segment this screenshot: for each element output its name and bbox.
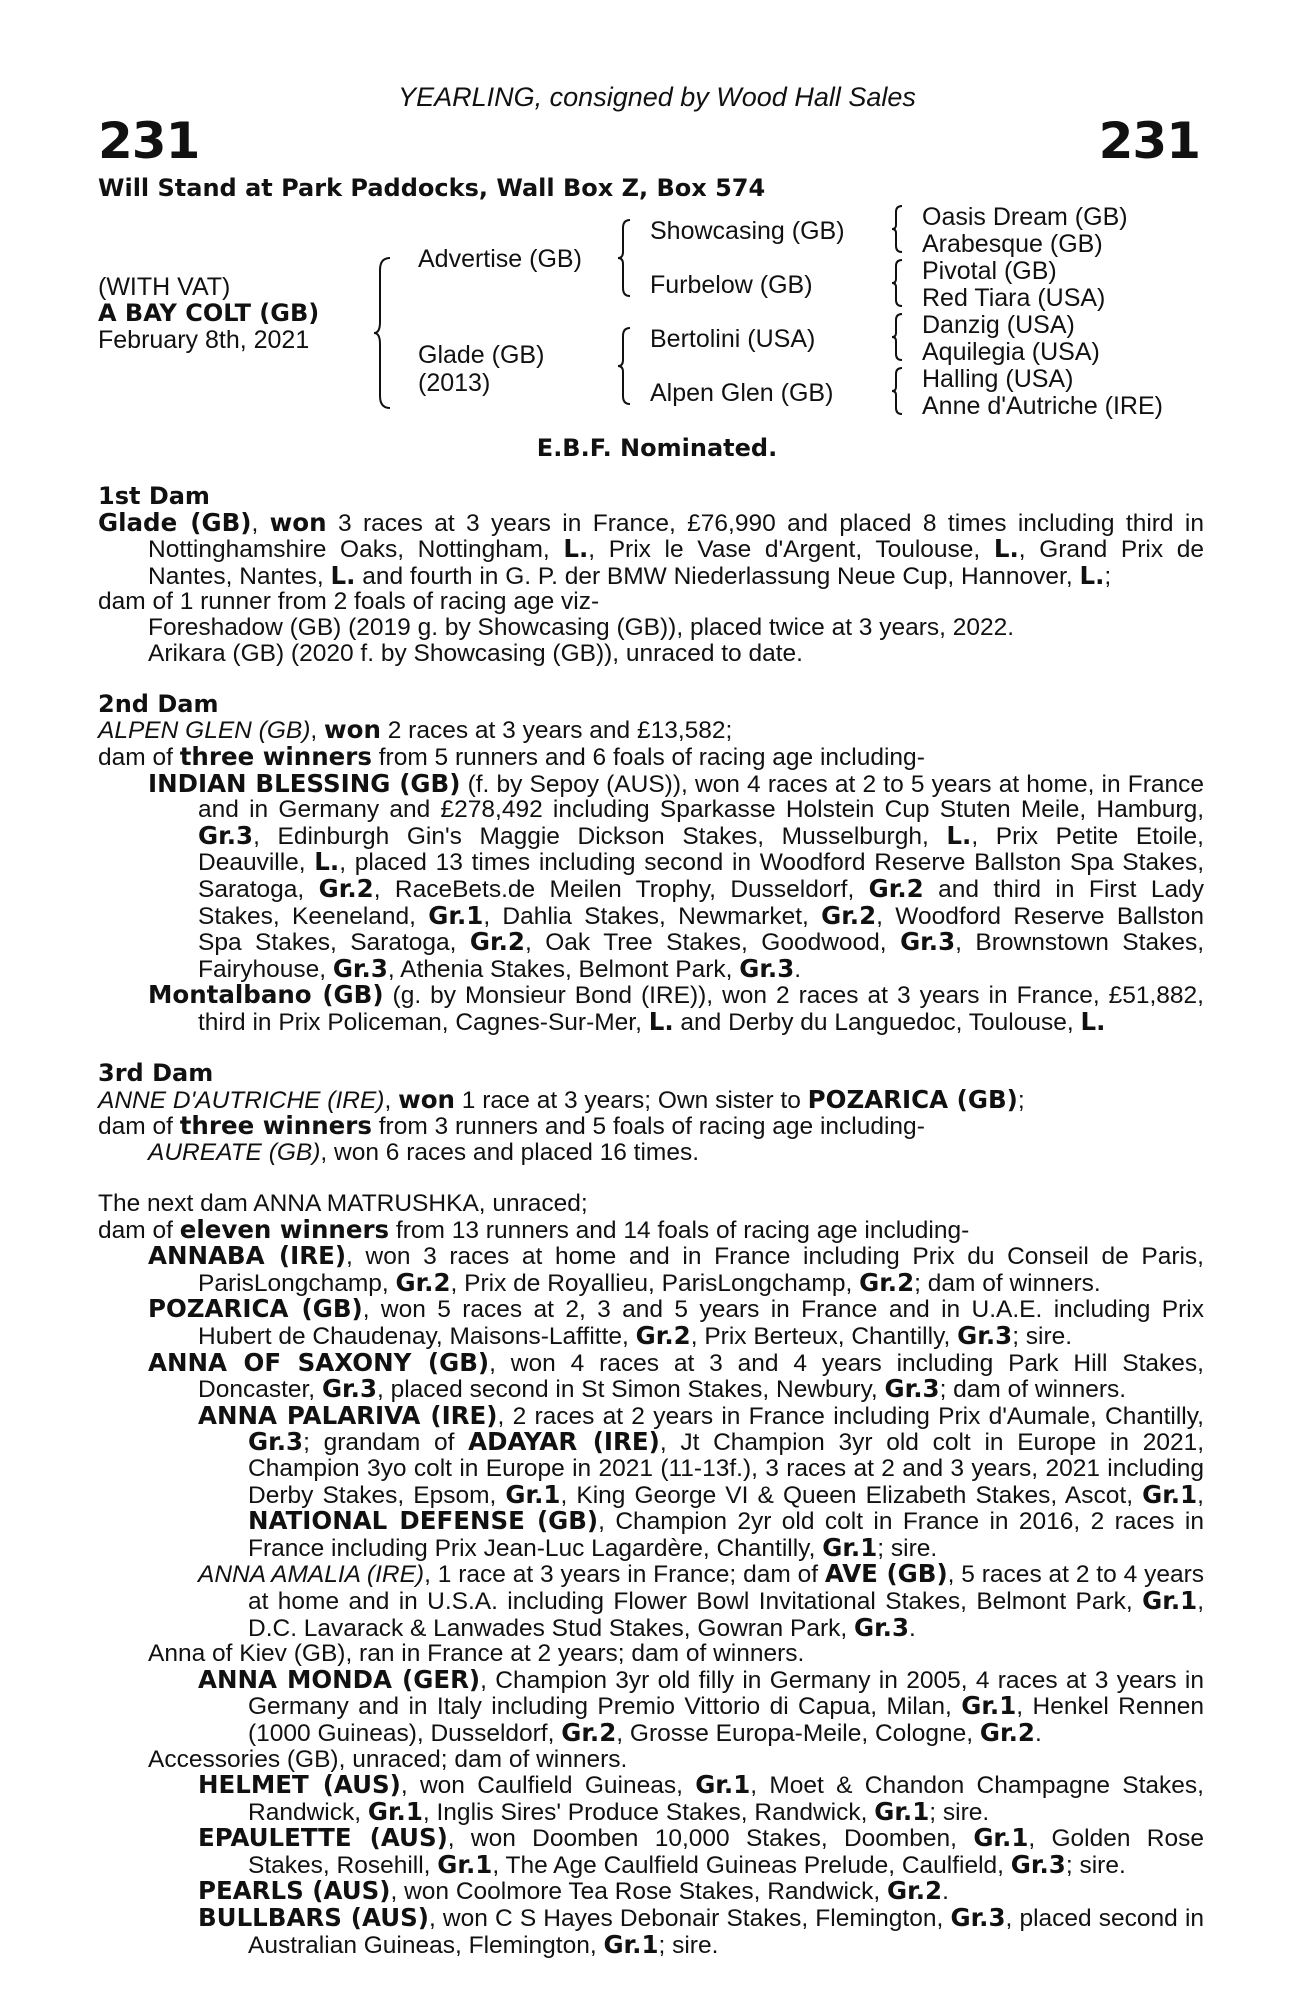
- third-dam-entry: ANNE D'AUTRICHE (IRE), won 1 race at 3 years; Own sister to POZARICA (GB);: [98, 1084, 1025, 1114]
- catalogue-body: [98, 484, 1204, 1958]
- progeny-annaba: ANNABA (IRE), won 3 races at home and in France including Prix du Conseil de Paris, ParisLongchamp, Gr.2, Prix de Royallieu, ParisLongchamp, Gr.2; dam of winners.: [148, 1241, 1204, 1297]
- lot-number-right: 231: [1098, 112, 1200, 170]
- progeny-montalbano: Montalbano (GB) (g. by Monsieur Bond (IRE)), won 2 races at 3 years in France, £51,882, third in Prix Policeman, Cagnes-Sur-Mer, L. and Derby du Languedoc, Toulouse, L.: [148, 980, 1204, 1036]
- dam: Glade (GB): [418, 341, 545, 369]
- second-dam-entry: ALPEN GLEN (GB), won 2 races at 3 years and £13,582;: [98, 715, 733, 745]
- grandsire-5: Danzig (USA): [922, 311, 1075, 339]
- third-dam-foals: dam of three winners from 3 runners and 5 foals of racing age including-: [98, 1111, 925, 1141]
- dam-sire: Bertolini (USA): [650, 325, 816, 353]
- brace-dam: [616, 326, 632, 406]
- dam-dam: Alpen Glen (GB): [650, 379, 834, 407]
- ebf-nominated: E.B.F. Nominated.: [536, 434, 778, 462]
- sire: Advertise (GB): [418, 245, 582, 273]
- progeny-pearls: PEARLS (AUS), won Coolmore Tea Rose Stakes, Randwick, Gr.2.: [198, 1876, 949, 1906]
- grandsire-3: Pivotal (GB): [922, 257, 1057, 285]
- brace-g1: [890, 204, 904, 254]
- granddam-4: Red Tiara (USA): [922, 284, 1106, 312]
- granddam-6: Aquilegia (USA): [922, 338, 1100, 366]
- horse-name: A BAY COLT (GB): [98, 299, 320, 327]
- progeny-anna-amalia: ANNA AMALIA (IRE), 1 race at 3 years in France; dam of AVE (GB), 5 races at 2 to 4 years at home and in U.S.A. including Flower Bowl Invitational Stakes, Belmont Park, Gr.1, D.C. Lavarack & Lanwades Stud Stakes, Gowran Park, Gr.3.: [198, 1559, 1204, 1642]
- first-dam-heading: 1st Dam: [98, 482, 210, 510]
- horse-dob: February 8th, 2021: [98, 326, 310, 354]
- lot-number-left: 231: [98, 112, 200, 170]
- next-dam-foals: dam of eleven winners from 13 runners and 14 foals of racing age including-: [98, 1214, 970, 1244]
- foal-foreshadow: Foreshadow (GB) (2019 g. by Showcasing (GB)), placed twice at 3 years, 2022.: [148, 613, 1015, 641]
- sire-sire: Showcasing (GB): [650, 217, 845, 245]
- page-header-title: YEARLING, consigned by Wood Hall Sales: [398, 82, 916, 112]
- progeny-bullbars: BULLBARS (AUS), won C S Hayes Debonair Stakes, Flemington, Gr.3, placed second in Australian Guineas, Flemington, Gr.1; sire.: [198, 1903, 1205, 1959]
- granddam-8: Anne d'Autriche (IRE): [922, 392, 1163, 420]
- progeny-epaulette: EPAULETTE (AUS), won Doomben 10,000 Stakes, Doomben, Gr.1, Golden Rose Stakes, Rosehill, Gr.1, The Age Caulfield Guineas Prelude, Caulfield, Gr.3; sire.: [198, 1823, 1204, 1879]
- granddam-2: Arabesque (GB): [922, 230, 1103, 258]
- brace-g2: [890, 258, 904, 308]
- second-dam-foals: dam of three winners from 5 runners and 6 foals of racing age including-: [98, 741, 925, 771]
- brace-gen1: [372, 256, 392, 410]
- third-dam-heading: 3rd Dam: [98, 1059, 214, 1088]
- next-dam-entry: The next dam ANNA MATRUSHKA, unraced;: [98, 1190, 588, 1218]
- brace-g4: [890, 366, 904, 416]
- dam-year: (2013): [418, 369, 491, 397]
- progeny-anna-of-saxony: ANNA OF SAXONY (GB), won 4 races at 3 and 4 years including Park Hill Stakes, Doncaster, Gr.3, placed second in St Simon Stakes, Newbury, Gr.3; dam of winners.: [148, 1347, 1204, 1404]
- progeny-pozarica: POZARICA (GB), won 5 races at 2, 3 and 5 years in France and in U.A.E. including Prix Hubert de Chaudenay, Maisons-Laffitte, Gr.2, Prix Berteux, Chantilly, Gr.3; sire.: [148, 1294, 1204, 1350]
- first-dam-entry: Glade (GB), won 3 races at 3 years in France, £76,990 and placed 8 times including third in Nottinghamshire Oaks, Nottingham, L., Prix le Vase d'Argent, Toulouse, L., Grand Prix de Nantes, Nantes, L. and fourth in G. P. der BMW Niederlassung Neue Cup, Hannover, L.;: [98, 507, 1204, 590]
- progeny-helmet: HELMET (AUS), won Caulfield Guineas, Gr.1, Moet & Chandon Champagne Stakes, Randwick, Gr.1, Inglis Sires' Produce Stakes, Randwick, Gr.1; sire.: [198, 1770, 1204, 1826]
- progeny-accessories: Accessories (GB), unraced; dam of winners.: [148, 1745, 628, 1773]
- progeny-anna-of-kiev: Anna of Kiev (GB), ran in France at 2 years; dam of winners.: [148, 1640, 805, 1668]
- progeny-indian-blessing: INDIAN BLESSING (GB) (f. by Sepoy (AUS)), won 4 races at 2 to 5 years at home, in France and in Germany and £278,492 including Sparkasse Holstein Cup Stuten Meile, Hamburg, Gr.3, Edinburgh Gin's Maggie Dickson Stakes, Musselburgh, L., Prix Petite Etoile, Deauville, L., placed 13 times including second in Woodford Reserve Ballston Spa Stakes, Saratoga, Gr.2, RaceBets.de Meilen Trophy, Dusseldorf, Gr.2 and third in First Lady Stakes, Keeneland, Gr.1, Dahlia Stakes, Newmarket, Gr.2, Woodford Reserve Ballston Spa Stakes, Saratoga, Gr.2, Oak Tree Stakes, Goodwood, Gr.3, Brownstown Stakes, Fairyhouse, Gr.3, Athenia Stakes, Belmont Park, Gr.3.: [148, 768, 1205, 983]
- grandsire-1: Oasis Dream (GB): [922, 203, 1128, 231]
- progeny-anna-palariva: ANNA PALARIVA (IRE), 2 races at 2 years in France including Prix d'Aumale, Chantilly, Gr.3; grandam of ADAYAR (IRE), Jt Champion 3yr old colt in Europe in 2021, Champion 3yo colt in Europe in 2021 (11-13f.), 3 races at 2 and 3 years, 2021 including Derby Stakes, Epsom, Gr.1, King George VI & Queen Elizabeth Stakes, Ascot, Gr.1, NATIONAL DEFENSE (GB), Champion 2yr old colt in France in 2016, 2 races in France including Prix Jean-Luc Lagardère, Chantilly, Gr.1; sire.: [198, 1400, 1205, 1562]
- brace-sire: [616, 218, 632, 298]
- brace-g3: [890, 312, 904, 362]
- sire-dam: Furbelow (GB): [650, 271, 813, 299]
- progeny-anna-monda: ANNA MONDA (GER), Champion 3yr old filly in Germany in 2005, 4 races at 3 years in Germany and in Italy including Premio Vittorio di Capua, Milan, Gr.1, Henkel Rennen (1000 Guineas), Dusseldorf, Gr.2, Grosse Europa-Meile, Cologne, Gr.2.: [198, 1664, 1204, 1747]
- first-dam-foals: dam of 1 runner from 2 foals of racing age viz-: [98, 588, 600, 616]
- foal-arikara: Arikara (GB) (2020 f. by Showcasing (GB)), unraced to date.: [148, 639, 803, 667]
- grandsire-7: Halling (USA): [922, 365, 1074, 393]
- second-dam-heading: 2nd Dam: [98, 689, 219, 718]
- progeny-aureate: AUREATE (GB), won 6 races and placed 16 times.: [148, 1138, 700, 1166]
- vat-note: (WITH VAT): [98, 273, 231, 301]
- stand-location: Will Stand at Park Paddocks, Wall Box Z, Box 574: [98, 174, 766, 202]
